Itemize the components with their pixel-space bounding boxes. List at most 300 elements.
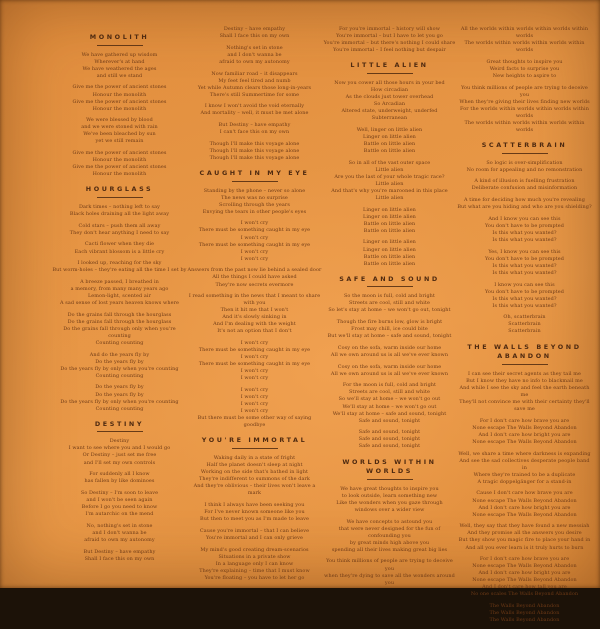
lyric-line: Like the wonders when you gaze through [336, 499, 443, 506]
lyric-line: But we'll stay at home – safe and sound, tonight [327, 333, 452, 340]
lyric-line: They're explaining – time that I must know [199, 567, 310, 574]
stanza [52, 352, 187, 380]
lyric-line: I won't cry [240, 408, 269, 415]
lyric-line: You're immortal and I can only grieve [205, 534, 303, 541]
stanza [457, 178, 592, 192]
lyric-line: I looked up, reaching for the sky [77, 260, 162, 267]
lyric-line: Is this what you wanted? [492, 237, 557, 244]
lyric-line: Great thoughts to inspire you [486, 58, 563, 65]
lyric-line: Do the years fly by [95, 391, 144, 398]
lyric-line: Little alien [375, 180, 404, 187]
lyric-line: I read something in the news that I meant to share with you [188, 293, 321, 307]
heading-rule [97, 197, 143, 198]
stanza [322, 382, 457, 424]
lyric-line: You don't have to be prompted [485, 222, 564, 229]
lyric-line: Dark times – nothing left to say [78, 204, 161, 210]
lyric-line: to look outside, learn something new [341, 492, 438, 499]
lyric-line: But there must be some other way of saying goodbye [197, 415, 312, 429]
lyric-line: And I don't care how bright you are [478, 431, 571, 438]
stanza [322, 239, 457, 267]
lyric-line: We'll stay at home – we won't go out [342, 403, 437, 410]
lyric-line: Battle on little alien [363, 227, 416, 234]
lyric-line: Cacti flower when they die [84, 241, 155, 248]
lyric-line: Linger on little alien [363, 213, 416, 220]
lyric-line: So the moon is full, cold and bright [343, 293, 436, 300]
lyric-line: It's not an option that I don't [217, 328, 292, 335]
lyric-line: They'll not convince me with their certainty they'll save me [459, 399, 590, 413]
lyric-line: Shall I face this on my own [219, 33, 290, 40]
song-title: THE WALLS BEYOND ABANDON [467, 342, 582, 361]
lyric-line: There must be something caught in my eye [198, 227, 311, 234]
lyric-line: I won't cry [240, 401, 269, 408]
lyric-line: None escape The Walls Beyond Abandon [472, 563, 577, 570]
stanza [322, 160, 457, 202]
stanza [187, 528, 322, 542]
lyrics-column-1 [52, 26, 187, 629]
stanza [322, 319, 457, 340]
lyric-line: Waking daily in a state of fright [213, 455, 296, 462]
lyric-line: yet we still remain [95, 138, 144, 145]
stanza [457, 490, 592, 518]
lyric-line: And I don't care how bright you are [478, 570, 571, 577]
lyric-line: We've been bleached by sun [83, 131, 156, 138]
stanza [457, 523, 592, 551]
lyric-line: Black holes draining all the light away [69, 211, 170, 218]
lyric-line: by great minds high above you [349, 539, 430, 546]
lyric-line: I won't cry [240, 375, 269, 382]
lyric-line: For I don't care how brave you are [479, 556, 570, 563]
lyric-line: I won't cry [240, 255, 269, 262]
lyric-line: So let's stay at home – we won't go out, tonight [328, 307, 451, 314]
stanza [457, 59, 592, 80]
lyric-line: Is this what you wanted? [492, 295, 557, 302]
lyric-line: I won't cry [240, 368, 269, 375]
lyric-line: has fallen by like dominoes [84, 478, 155, 485]
stanza [322, 345, 457, 359]
lyric-line: Is this what you wanted? [492, 269, 557, 276]
song-title: MONOLITH [89, 33, 150, 41]
lyric-line: Battle on little alien [363, 220, 416, 227]
lyric-line: I can't face this on my own [219, 129, 290, 136]
lyric-line: that were never designed for the fun of confounding you [338, 525, 441, 539]
lyric-line: I think I always have been seeking you [204, 502, 305, 509]
lyric-line: Though the fire burns low, glow is bright [336, 319, 443, 326]
lyric-line: We have gathered up wisdom [81, 51, 158, 58]
lyric-line: Each vibrant blossom is a little cry [74, 248, 165, 255]
lyric-line: We were blessed by blood [86, 117, 153, 124]
lyric-line: Lemon-light, scented air [87, 293, 152, 299]
lyric-line: Scatterbrain [508, 321, 541, 328]
lyric-line: Safe and sound, tonight [358, 417, 421, 424]
lyric-line: So in all of the vast outer space [348, 159, 431, 166]
lyric-line: New heights to aspire to [492, 72, 557, 79]
stanza [322, 429, 457, 450]
lyric-line: None escape The Walls Beyond Abandon [472, 438, 577, 445]
lyric-line: And see the sad collectives desperate people band in [459, 457, 590, 471]
lyric-line: You're immortal – I feel nothing but despair [333, 47, 446, 54]
stanza [322, 80, 457, 122]
stanza [52, 471, 187, 485]
lyric-line: I won't cry [240, 354, 269, 361]
lyric-line: I know you can see this [494, 281, 555, 288]
lyric-line: Destiny – have empathy [223, 26, 286, 32]
stanza [52, 523, 187, 544]
lyric-line: A sad sense of lost years heaven knows where [59, 300, 180, 307]
lyric-line: But Destiny – have empathy [83, 548, 156, 555]
lyric-line: Weird facts to surprise you [489, 65, 560, 72]
lyric-line: We have concepts to astound you [346, 518, 433, 525]
lyric-line: The news was no surprise [221, 194, 288, 201]
lyric-line: And I don't care how bright you are [478, 504, 571, 511]
lyrics-column-2 [187, 26, 322, 629]
stanza [322, 364, 457, 378]
stanza [187, 26, 322, 40]
stanza [187, 293, 322, 335]
song-title: SCATTERBRAIN [481, 141, 568, 150]
lyric-line: Now you cower all those hours in your bed [334, 79, 445, 86]
song-title: LITTLE ALIEN [350, 61, 429, 70]
lyric-line: They don't hear anything I need to say [69, 229, 170, 236]
lyric-line: Well, we share a time where darkness is expanding [458, 450, 591, 457]
lyric-line: Streets are cool, still and white [348, 300, 430, 307]
lyric-line: And mortality – well, it must be met alone [200, 110, 309, 117]
lyric-line: Battle on little alien [363, 148, 416, 155]
stanza [52, 52, 187, 80]
heading-rule [232, 448, 278, 449]
lyric-line: A time for deciding how much you're revealing [464, 197, 585, 204]
lyric-line: Counting counting [95, 339, 144, 346]
lyric-line: Safe and sound, tonight [358, 443, 421, 450]
stanza [457, 314, 592, 335]
lyric-line: Linger on little alien [363, 246, 416, 253]
stanza [52, 279, 187, 307]
lyric-line: windows over a wider view [354, 506, 425, 513]
heading-rule [232, 181, 278, 182]
lyric-line: And that's why you're marooned in this place [331, 187, 448, 194]
lyric-line: Is this what you wanted? [492, 302, 557, 309]
lyric-line: Destiny [109, 438, 130, 445]
heading-rule [97, 431, 143, 432]
stanza [187, 455, 322, 497]
lyric-line: Wherever's at hand [94, 58, 145, 65]
lyric-line: Half the planet doesn't sleep at night [206, 462, 303, 469]
lyric-line: We'll stay at home – safe and sound, tonight [332, 410, 447, 417]
lyric-line: I can see their secret agents as they tail me [467, 370, 582, 377]
lyric-line: No one scales The Walls Beyond Abandon [470, 591, 579, 598]
lyric-line: And they're oblivious – their lives won't leave a mark [193, 483, 316, 497]
lyric-line: and I won't be seen again [86, 496, 153, 503]
stanza [187, 188, 322, 216]
stanza [322, 127, 457, 155]
lyric-line: For the worlds within worlds within worlds within worlds [460, 105, 589, 119]
heading-rule [367, 73, 413, 74]
lyric-line: You're immortal – but I have to let you go [336, 33, 443, 40]
lyric-line: But what are you hiding and who are you shielding? [457, 204, 592, 211]
lyric-line: Subterranean [371, 115, 408, 122]
lyric-line: Though I'll make this voyage alone [209, 154, 300, 161]
lyric-line: Give me the power of ancient stones [72, 98, 167, 105]
stanza [187, 71, 322, 99]
song-title: CAUGHT IN MY EYE [199, 168, 310, 177]
lyric-line: Counting counting [95, 372, 144, 379]
lyric-line: Cold stars – push them all away [78, 222, 161, 229]
stanza [52, 490, 187, 518]
stanza [52, 312, 187, 347]
heading-rule [367, 286, 413, 287]
lyric-line: The Walls Beyond Abandon [489, 610, 560, 617]
lyric-line: Working on the side that's bathed in light [200, 469, 309, 476]
lyric-line: So we'll stay at home – we won't go out [338, 396, 441, 403]
lyric-line: You're immortal – but there's nothing I could share [323, 40, 456, 47]
lyric-line: Is this what you wanted? [492, 262, 557, 269]
lyric-line: Answers from the past now lie behind a sealed door [187, 267, 322, 274]
stanza [52, 438, 187, 466]
lyric-line: Honour the monolith [92, 171, 147, 178]
lyric-line: But Destiny – have empathy [218, 122, 291, 129]
lyric-line: Cosy on the sofa, warm inside our home [337, 344, 442, 351]
lyric-line: And they promise all the answers you desire [467, 530, 582, 537]
stanza [187, 502, 322, 523]
lyric-line: Do the grains fall through only when you're counting [63, 325, 176, 339]
stanza [457, 197, 592, 211]
lyric-line: How circadian [370, 86, 409, 93]
lyric-line: Little alien [375, 166, 404, 173]
lyric-line: You think millions of people are trying to deceive you [461, 84, 588, 98]
lyric-line: and we were stoned with rain [81, 124, 158, 131]
stanza [52, 241, 187, 255]
stanza [322, 558, 457, 586]
lyric-line: Scatterbrain [508, 328, 541, 335]
lyric-line: Nothing's set in stone [226, 44, 283, 51]
lyric-line: Frost may chill, ice could bite [351, 326, 428, 333]
lyric-line: when they're dying to save all the wonders around you [324, 572, 455, 586]
lyric-line: There must be something caught in my eye [198, 361, 311, 368]
lyric-line: Oh, scatterbrain [503, 314, 546, 321]
lyric-line: The worlds within worlds within worlds within worlds [464, 40, 585, 54]
stanza [457, 603, 592, 624]
lyric-line: Shall I face this on my own [84, 555, 155, 562]
lyric-line: Are you the last of your whole tragic race? [334, 173, 445, 180]
stanza [457, 160, 592, 174]
lyric-line: Situations in a private show [218, 553, 291, 560]
lyric-line: For you're immortal – history will show [339, 26, 440, 32]
stanza [457, 556, 592, 598]
lyric-line: Though I'll make this voyage alone [209, 140, 300, 147]
lyric-line: My feet feel tired and numb [218, 77, 291, 84]
stanza [52, 150, 187, 178]
stanza [457, 418, 592, 446]
stanza [322, 26, 457, 54]
lyric-line: All the things I could have asked [212, 274, 297, 281]
lyric-line: So Arcadian [373, 101, 406, 108]
lyric-line: and I don't wanna be [227, 51, 282, 58]
lyric-line: I won't cry [240, 234, 269, 241]
stanza [457, 249, 592, 277]
lyric-line: You don't have to be prompted [485, 288, 564, 295]
lyric-line: All the worlds within worlds within worlds within worlds [460, 26, 589, 40]
lyric-line: I won't cry [240, 340, 269, 347]
lyric-line: Little alien [375, 194, 404, 201]
lyric-line: Honour the monolith [92, 91, 147, 98]
lyric-line: And I don't care how tall you are [482, 584, 567, 591]
lyric-line: Though I'll make this voyage alone [209, 147, 300, 154]
lyric-line: I won't cry [240, 387, 269, 394]
lyric-line: They're now secrets evermore [215, 281, 294, 288]
lyric-line: But then to meet you as I'm made to leave [200, 516, 309, 523]
lyric-line: There must be something caught in my eye [198, 241, 311, 248]
lyric-line: Cause you're immortal – that I can believe [199, 527, 310, 534]
stanza [322, 519, 457, 554]
song-title: HOURGLASS [85, 185, 154, 194]
stanza [187, 387, 322, 429]
lyric-line: A kind of illusion is fuelling frustration [474, 178, 575, 185]
stanza [187, 547, 322, 582]
stanza [322, 293, 457, 314]
lyric-line: The worlds within worlds within worlds within worlds [464, 119, 585, 133]
lyric-line: Give me the power of ancient stones [72, 150, 167, 157]
lyric-line: Do the years fly by [95, 358, 144, 365]
lyric-line: I won't cry [240, 220, 269, 227]
lyric-line: I'm autarchic on the mend [85, 511, 154, 518]
lyric-line: Battle on little alien [363, 253, 416, 260]
lyric-line: There must be something caught in my eye [198, 347, 311, 354]
lyric-line: And I'm dealing with the weight [213, 321, 296, 328]
lyric-line: I won't cry [240, 248, 269, 255]
lyric-line: No, nothing's set in stone [86, 522, 153, 529]
lyric-line: Honour the monolith [92, 157, 147, 164]
lyric-line: a memory, from many many years ago [70, 285, 169, 292]
lyric-line: Yes, I know you can see this [488, 248, 561, 255]
lyric-line: Safe and sound, tonight [358, 429, 421, 436]
lyric-line: Is this what you wanted? [492, 229, 557, 236]
lyric-line: Streets are cool, still and white [348, 389, 430, 396]
lyric-line: You're floating – you have to let her go [204, 574, 305, 581]
lyric-line: And while I see the sky and feel the earth beneath me [459, 384, 590, 398]
lyric-line: Deliberate confusion and misinformation [471, 185, 578, 192]
lyric-line: Give me the power of ancient stones [72, 84, 167, 91]
stanza [187, 141, 322, 162]
lyric-line: The Walls Beyond Abandon [489, 603, 560, 610]
lyric-line: And do the years fly by [89, 351, 150, 358]
lyric-line: A breeze passed, I breathed in [80, 278, 159, 285]
lyric-line: In a language only I can know [215, 560, 294, 567]
stanza [457, 371, 592, 413]
lyric-line: Scrolling through the years [219, 201, 290, 208]
lyric-line: afraid to own my autonomy [219, 58, 290, 65]
lyric-line: So Destiny – I'm soon to leave [80, 489, 159, 496]
lyric-line: Do the years fly by only when you're counting [60, 398, 179, 405]
stanza [322, 486, 457, 514]
lyric-line: I want to see where you and I would go [68, 445, 171, 452]
stanza [52, 223, 187, 237]
lyric-line: Altered state, underweight, underfed [341, 108, 438, 115]
lyric-line: I know I won't avoid the void eternally [204, 103, 305, 110]
lyric-line: Linger on little alien [363, 239, 416, 246]
lyric-line: My mind's good creating dream-scenarios [200, 546, 309, 553]
stanza [187, 267, 322, 288]
lyric-line: But they show you magic fire to place your hand in [458, 537, 591, 544]
lyric-line: Then it hit me that I won't [220, 307, 289, 314]
lyric-line: They're indifferent to summons of the dark [198, 476, 310, 483]
lyric-line: No room for appealing and no remonstration [466, 166, 583, 173]
lyric-line: All we own around us is all we've ever known [330, 370, 449, 377]
lyric-line: Cause I don't care how brave you are [476, 490, 573, 497]
stanza [52, 117, 187, 145]
lyric-line: spending all their lives making great big lies [331, 546, 448, 553]
stanza [457, 282, 592, 310]
lyric-line: Standing by the phone – never so alone [203, 187, 306, 194]
lyric-line: But I know they have no info to blackmail me [466, 377, 583, 384]
stanza [457, 451, 592, 486]
stanza [52, 260, 187, 274]
lyric-line: Or Destiny – just set me free [82, 452, 157, 459]
lyric-line: None escape The Walls Beyond Abandon [472, 497, 577, 504]
stanza [187, 220, 322, 262]
lyric-line: All we own around us is all we've ever known [330, 351, 449, 358]
lyric-line: Do the years fly by only when you're counting [60, 365, 179, 372]
lyric-line: Where they're trained to be a duplicate [473, 471, 576, 478]
lyric-line: Now familiar road – it disappears [211, 70, 298, 77]
lyric-line: So logic is over-simplification [486, 159, 563, 166]
lyric-line: Counting counting [95, 405, 144, 412]
lyric-line: For suddenly all I know [89, 471, 150, 478]
lyric-line: Battle on little alien [363, 260, 416, 267]
lyric-line: Do the years fly by [95, 384, 144, 391]
stanza [52, 204, 187, 218]
lyric-line: None escape The Walls Beyond Abandon [472, 577, 577, 584]
lyric-line: Well, they say that they have found a new messiah [459, 523, 590, 530]
stanza [187, 45, 322, 66]
lyric-line: and I'll set my own controls [83, 459, 156, 466]
lyric-line: afraid to own my autonomy [84, 536, 155, 543]
lyric-line: We have great thoughts to inspire you [340, 485, 439, 492]
lyric-line: Honour the monolith [92, 105, 147, 112]
lyric-line: Battle on little alien [363, 140, 416, 147]
song-title: SAFE AND SOUND [339, 274, 440, 283]
lyric-line: For I don't care how brave you are [479, 417, 570, 424]
lyric-line: Linger on little alien [363, 133, 416, 140]
lyric-line: Cosy on the sofa, warm inside our home [337, 363, 442, 370]
lyrics-column-4 [457, 26, 592, 629]
lyric-line: Do the grains fall through the hourglass [67, 311, 172, 318]
lyric-line: For I've never known someone like you [204, 509, 305, 516]
lyric-line: We have weathered the ages [82, 65, 157, 72]
lyric-line: When they're giving their lives finding new worlds [459, 98, 590, 105]
stanza [52, 384, 187, 412]
lyric-line: And I know you can see this [488, 215, 561, 222]
lyric-line: And all you ever learn is it truly hurts to burn [465, 544, 584, 551]
heading-rule [502, 364, 548, 365]
heading-rule [97, 45, 143, 46]
stanza [322, 207, 457, 235]
lyric-line: None escape The Walls Beyond Abandon [472, 424, 577, 431]
song-title: DESTINY [94, 419, 145, 428]
lyric-line: I won't cry [240, 394, 269, 401]
lyric-line: But worm-holes – they're eating all the time I set by [52, 267, 187, 274]
lyric-line: Yet while Autumn clears those long-in-years [197, 84, 312, 91]
heading-rule [502, 153, 548, 154]
lyric-line: and still we stand [96, 72, 143, 79]
lyric-line: Do the grains fall through the hourglass [67, 318, 172, 325]
lyric-line: Well, linger on little alien [356, 126, 423, 133]
lyric-line: Linger on little alien [363, 206, 416, 213]
lyric-line: And it's slowly sinking in [222, 314, 287, 321]
lyric-line: There's still Summertime for some [209, 91, 300, 98]
heading-rule [367, 479, 413, 480]
lyric-line: Safe and sound, tonight [358, 436, 421, 443]
lyric-line: You don't have to be prompted [485, 255, 564, 262]
lyric-line: Before I go you need to know [81, 504, 158, 511]
